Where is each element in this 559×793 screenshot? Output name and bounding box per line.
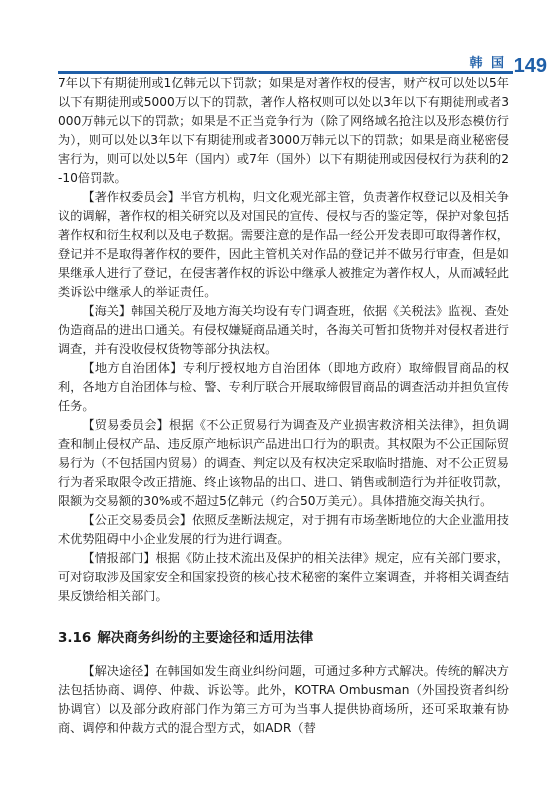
paragraph-penalties: 7年以下有期徒刑或1亿韩元以下罚款；如果是对著作权的侵害，财产权可以处以5年以下有期徒刑或5000万以下的罚款，著作人格权则可以处以3年以下有期徒刑或者3000万韩元以下的罚款；如果是不正当竞争行为（除了网络域名抢注以及形态模仿行为），则可以处以3年以下有期徒刑或者3000万韩元以下的罚款；如果是商业秘密侵害行为，则可以处以5年（国内）或7年（国外）以下有期徒刑或因侵权行为获利的2-10倍罚款。 — [58, 76, 509, 185]
paragraph-local-government: 【地方自治团体】专利厅授权地方自治团体（即地方政府）取缔假冒商品的权利，各地方自治团体与检、警、专利厅联合开展取缔假冒商品的调查活动并担负宣传任务。 — [58, 361, 509, 413]
page-body — [58, 74, 509, 738]
paragraph-intelligence: 【情报部门】根据《防止技术流出及保护的相关法律》规定，应有关部门要求，可对窃取涉及国家安全和国家投资的核心技术秘密的案件立案调查，并将相关调查结果反馈给相关部门。 — [58, 551, 509, 603]
section-title: 解决商务纠纷的主要途径和适用法律 — [97, 630, 314, 646]
running-header-country: 韩 国 — [469, 56, 506, 71]
paragraph-customs: 【海关】韩国关税厅及地方海关均设有专门调查班，依据《关税法》监视、查处伪造商品的进出口通关。有侵权嫌疑商品通关时，各海关可暂扣货物并对侵权者进行调查，并有没收侵权货物等部分执法权。 — [58, 304, 509, 356]
paragraph-fair-trade-commission: 【公正交易委员会】依照反垄断法规定，对于拥有市场垄断地位的大企业滥用技术优势阻碍中小企业发展的行为进行调查。 — [58, 513, 509, 546]
paragraph-trade-commission: 【贸易委员会】根据《不公正贸易行为调查及产业损害救济相关法律》，担负调查和制止侵权产品、违反原产地标识产品进出口行为的职责。其权限为不公正国际贸易行为（不包括国内贸易）的调查、判定以及有权决定采取临时措施、对不公正贸易行为者采取限令改正措施、终止该物品的出口、进口、销售或制造行为并征收罚款，限额为交易额的30%或不超过5亿韩元（约合50万美元）。具体措施交海关执行。 — [58, 418, 509, 508]
paragraph-copyright-commission: 【著作权委员会】半官方机构，归文化观光部主管，负责著作权登记以及相关争议的调解，著作权的相关研究以及对国民的宣传、侵权与否的鉴定等，保护对象包括著作权和衍生权利以及电子数据。需要注意的是作品一经公开发表即可取得著作权，登记并不是取得著作权的要件，因此主管机关对作品的登记并不做另行审查，但是如果继承人进行了登记，在侵害著作权的诉讼中继承人被推定为著作权人，从而减轻此类诉讼中继承人的举证责任。 — [58, 190, 509, 299]
page-header — [0, 0, 559, 80]
section-heading — [58, 626, 509, 646]
page-number: 149 — [513, 55, 547, 77]
section-number: 3.16 — [58, 630, 92, 646]
paragraph-dispute-resolution: 【解决途径】在韩国如发生商业纠纷问题，可通过多种方式解决。传统的解决方法包括协商、调停、仲裁、诉讼等。此外，KOTRA Ombusman（外国投资者纠纷协调官）以及部分政府部门作为第三方可为当事人提供协商场所，还可采取兼有协商、调停和仲裁方式的混合型方式，如ADR（替 — [58, 664, 509, 735]
